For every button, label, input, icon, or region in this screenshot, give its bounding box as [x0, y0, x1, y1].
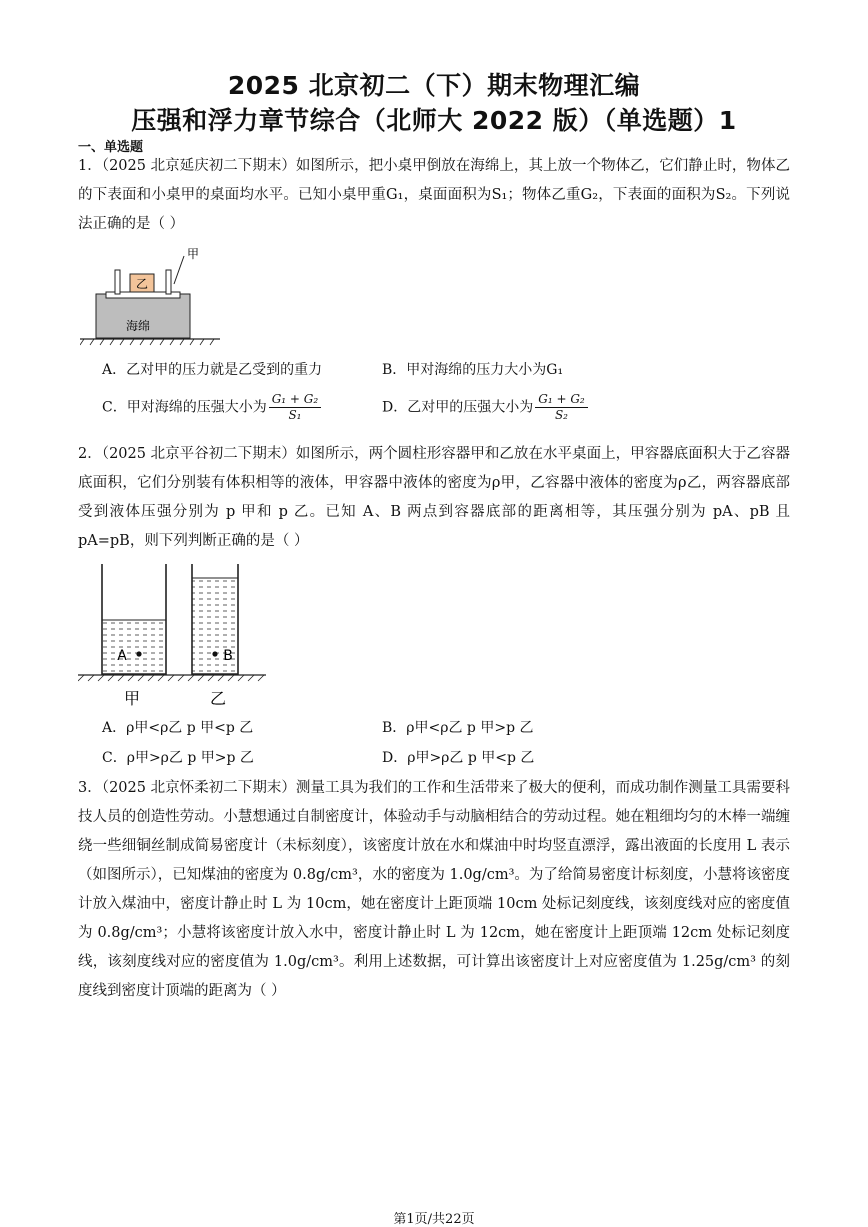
- liquid-jia: [102, 620, 166, 674]
- page-title-line1: 2025 北京初二（下）期末物理汇编: [227, 71, 641, 100]
- fraction-numerator: G₁ + G₂: [535, 392, 587, 408]
- question-2-text: 2．（2025 北京平谷初二下期末）如图所示，两个圆柱形容器甲和乙放在水平桌面上，甲容器底面积大于乙容器底面积，它们分别装有体积相等的液体，甲容器中液体的密度为ρ甲，乙容器中液体的密度为ρ乙，两容器底部受到液体压强分别为 p 甲和 p 乙。已知 A、B 两点到容器底部的距离相等，其压强分别为 pA、pB 且 pA=pB，则下列判断正确的是（ ）: [78, 446, 790, 549]
- question-2-figure: [78, 560, 278, 710]
- q2-option-c: C．ρ甲>ρ乙 p 甲>p 乙: [102, 750, 254, 766]
- q1-option-d-text: D．乙对甲的压强大小为: [382, 399, 534, 416]
- page-title-line2: 压强和浮力章节综合（北师大 2022 版）（单选题）1: [131, 106, 737, 135]
- label-jia: 甲: [187, 247, 200, 261]
- ground-hatch: [80, 339, 214, 345]
- point-b-dot: [212, 651, 217, 656]
- point-a-label: A: [117, 648, 127, 664]
- container-yi-label: 乙: [209, 689, 227, 708]
- point-b-label: B: [223, 648, 233, 664]
- container-jia-label: 甲: [123, 689, 141, 708]
- page-footer: 第1页/共22页: [393, 1212, 475, 1227]
- q1-option-c-fraction: [269, 392, 321, 423]
- fraction-denominator: S₂: [554, 408, 568, 422]
- pointer-line: [174, 256, 184, 284]
- fraction-denominator: S₁: [288, 408, 302, 422]
- question-1-text: 1．（2025 北京延庆初二下期末）如图所示，把小桌甲倒放在海绵上，其上放一个物体乙，它们静止时，物体乙的下表面和小桌甲的桌面均水平。已知小桌甲重G₁，桌面面积为S₁；物体乙重G₂，下表面的面积为S₂。下列说法正确的是（ ）: [78, 158, 790, 232]
- label-sponge: 海绵: [125, 319, 151, 333]
- q2-option-a: A．ρ甲<ρ乙 p 甲<p 乙: [102, 720, 254, 736]
- q1-option-d: [382, 392, 588, 423]
- q1-option-b: B．甲对海绵的压力大小为G₁: [382, 362, 564, 378]
- table-hatch: [78, 675, 264, 681]
- section-heading: 一、单选题: [78, 140, 144, 155]
- fraction-numerator: G₁ + G₂: [269, 392, 321, 408]
- q1-option-d-fraction: [535, 392, 587, 423]
- q1-option-c: [102, 392, 321, 423]
- q2-option-d: D．ρ甲>ρ乙 p 甲<p 乙: [382, 750, 535, 766]
- table-leg-right: [166, 270, 171, 294]
- label-yi: 乙: [135, 277, 149, 291]
- q1-option-a: A．乙对甲的压力就是乙受到的重力: [102, 362, 323, 378]
- question-3-text: 3．（2025 北京怀柔初二下期末）测量工具为我们的工作和生活带来了极大的便利，而成功制作测量工具需要科技人员的创造性劳动。小慧想通过自制密度计，体验动手与动脑相结合的劳动过程。她在粗细均匀的木棒一端缠绕一些细铜丝制成简易密度计（未标刻度），该密度计放在水和煤油中时均竖直漂浮，露出液面的长度用 L 表示（如图所示），已知煤油的密度为 0.8g/cm³，水的密度为 1.0g/cm³。为了给简易密度计标刻度，小慧将该密度计放入煤油中，密度计静止时 L 为 10cm，她在密度计上距顶端 10cm 处标记刻度线，该刻度线对应的密度值为 0.8g/cm³；小慧将该密度计放入水中，密度计静止时 L 为 12cm，她在密度计上距顶端 12cm 处标记刻度线，该刻度线对应的密度值为 1.0g/cm³。利用上述数据，可计算出该密度计上对应密度值为 1.25g/cm³ 的刻度线到密度计顶端的距离为（ ）: [78, 780, 790, 999]
- q2-option-b: B．ρ甲<ρ乙 p 甲>p 乙: [382, 720, 534, 736]
- question-1-figure: [80, 244, 230, 348]
- table-leg-left: [115, 270, 120, 294]
- point-a-dot: [136, 651, 141, 656]
- q1-option-c-text: C．甲对海绵的压强大小为: [102, 399, 267, 416]
